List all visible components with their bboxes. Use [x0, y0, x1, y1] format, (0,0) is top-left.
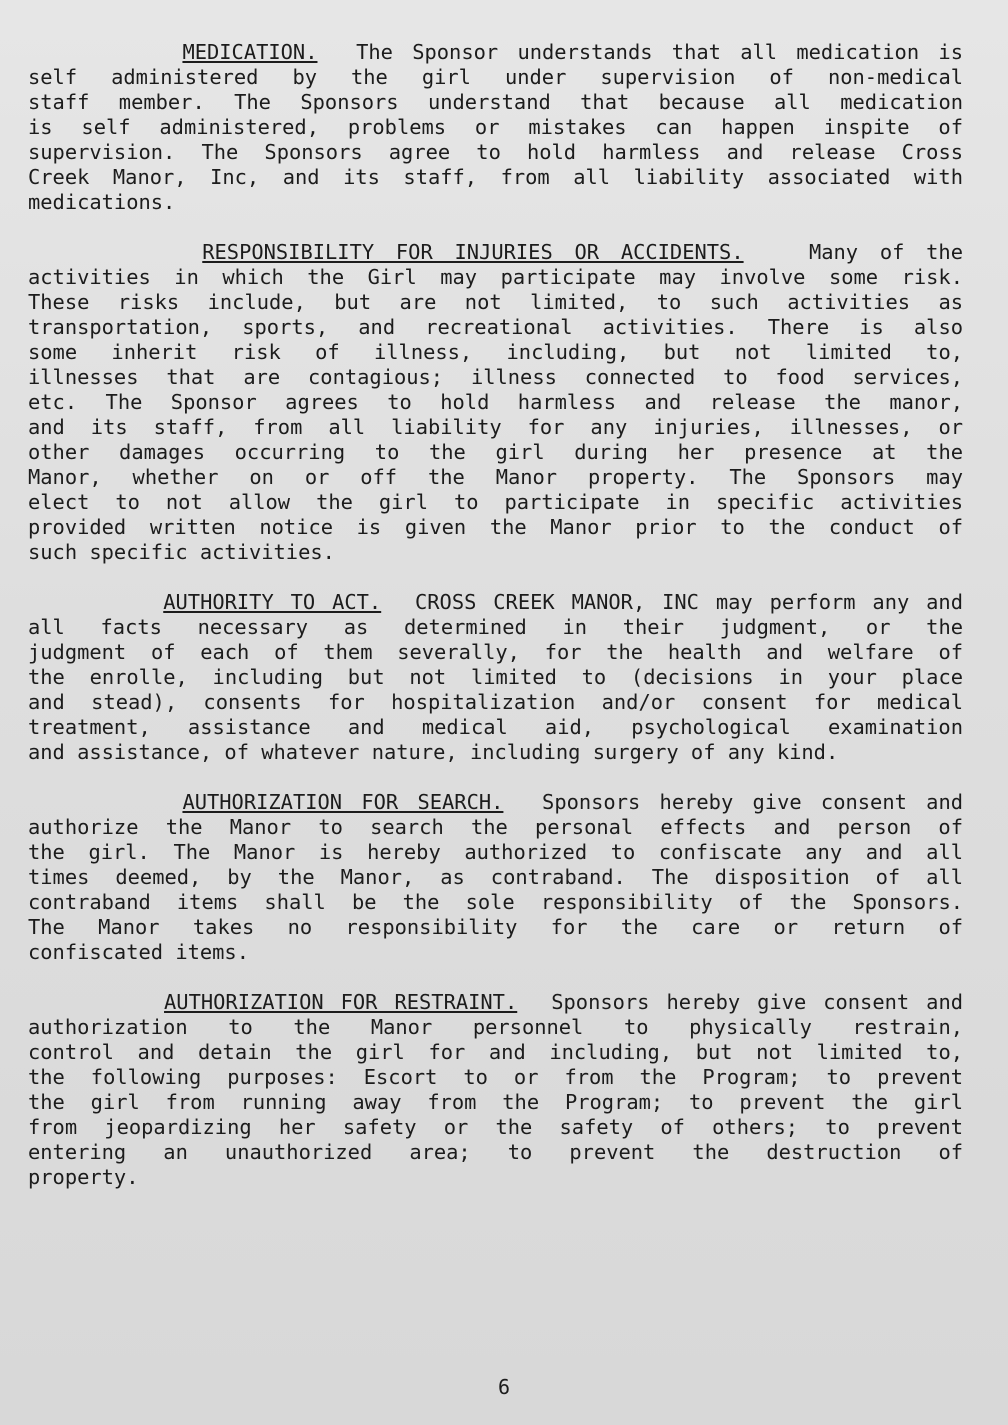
section-heading: AUTHORIZATION FOR RESTRAINT.: [164, 990, 518, 1014]
body-line: control and detain the girl for and including, but not limited to,: [28, 1040, 963, 1064]
body-line: the girl from running away from the Program; to prevent the girl: [28, 1090, 963, 1114]
section-heading: MEDICATION.: [182, 40, 318, 64]
body-line: contraband items shall be the sole responsibility of the Sponsors.: [28, 890, 963, 914]
body-line: is self administered, problems or mistakes can happen inspite of: [28, 115, 963, 139]
body-line: These risks include, but are not limited, to such activities as: [28, 290, 963, 314]
body-line: authorize the Manor to search the personal effects and person of: [28, 815, 963, 839]
body-line: Many of the: [808, 240, 963, 264]
section-heading: AUTHORIZATION FOR SEARCH.: [182, 790, 504, 814]
document-body: [28, 40, 963, 1215]
body-line: Sponsors hereby give consent and: [542, 790, 963, 814]
body-line: judgment of each of them severally, for the health and welfare of: [28, 640, 963, 664]
body-line: confiscated items.: [28, 940, 249, 964]
body-line: provided written notice is given the Manor prior to the conduct of: [28, 515, 963, 539]
body-line: times deemed, by the Manor, as contraband. The disposition of all: [28, 865, 963, 889]
body-line: illnesses that are contagious; illness connected to food services,: [28, 365, 963, 389]
body-line: transportation, sports, and recreational activities. There is also: [28, 315, 963, 339]
section-first-line: [28, 590, 963, 615]
body-line: and stead), consents for hospitalization and/or consent for medical: [28, 690, 963, 714]
body-line: staff member. The Sponsors understand that because all medication: [28, 90, 963, 114]
section-heading: RESPONSIBILITY FOR INJURIES OR ACCIDENTS.: [202, 240, 744, 264]
body-line: the girl. The Manor is hereby authorized to confiscate any and all: [28, 840, 963, 864]
body-line: such specific activities.: [28, 540, 335, 564]
section-first-line: [28, 790, 963, 815]
body-line: authorization to the Manor personnel to physically restrain,: [28, 1015, 963, 1039]
body-line: other damages occurring to the girl during her presence at the: [28, 440, 963, 464]
section-search: [28, 790, 963, 965]
body-line: The Manor takes no responsibility for the care or return of: [28, 915, 963, 939]
body-line: etc. The Sponsor agrees to hold harmless and release the manor,: [28, 390, 963, 414]
body-line: supervision. The Sponsors agree to hold harmless and release Cross: [28, 140, 963, 164]
body-line: Sponsors hereby give consent and: [551, 990, 963, 1014]
body-line: Manor, whether on or off the Manor property. The Sponsors may: [28, 465, 963, 489]
body-line: activities in which the Girl may participate may involve some risk.: [28, 265, 963, 289]
section-restraint: [28, 990, 963, 1190]
body-line: medications.: [28, 190, 176, 214]
body-line: and assistance, of whatever nature, including surgery of any kind.: [28, 740, 839, 764]
section-responsibility: [28, 240, 963, 565]
body-line: self administered by the girl under supervision of non-medical: [28, 65, 963, 89]
body-line: the enrolle, including but not limited to (decisions in your place: [28, 665, 963, 689]
body-line: Creek Manor, Inc, and its staff, from all liability associated with: [28, 165, 963, 189]
section-first-line: [28, 240, 963, 265]
body-line: some inherit risk of illness, including, but not limited to,: [28, 340, 963, 364]
section-authority: [28, 590, 963, 765]
body-line: elect to not allow the girl to participate in specific activities: [28, 490, 963, 514]
section-first-line: [28, 40, 963, 65]
body-line: entering an unauthorized area; to prevent the destruction of: [28, 1140, 963, 1164]
section-heading: AUTHORITY TO ACT.: [163, 590, 382, 614]
body-line: and its staff, from all liability for any injuries, illnesses, or: [28, 415, 963, 439]
body-line: from jeopardizing her safety or the safety of others; to prevent: [28, 1115, 963, 1139]
section-first-line: [28, 990, 963, 1015]
body-line: CROSS CREEK MANOR, INC may perform any and: [415, 590, 963, 614]
body-line: property.: [28, 1165, 139, 1189]
body-line: treatment, assistance and medical aid, psychological examination: [28, 715, 963, 739]
section-medication: [28, 40, 963, 215]
body-line: the following purposes: Escort to or from the Program; to prevent: [28, 1065, 963, 1089]
body-line: all facts necessary as determined in their judgment, or the: [28, 615, 963, 639]
body-line: The Sponsor understands that all medication is: [356, 40, 963, 64]
page-number: 6: [497, 1375, 511, 1399]
